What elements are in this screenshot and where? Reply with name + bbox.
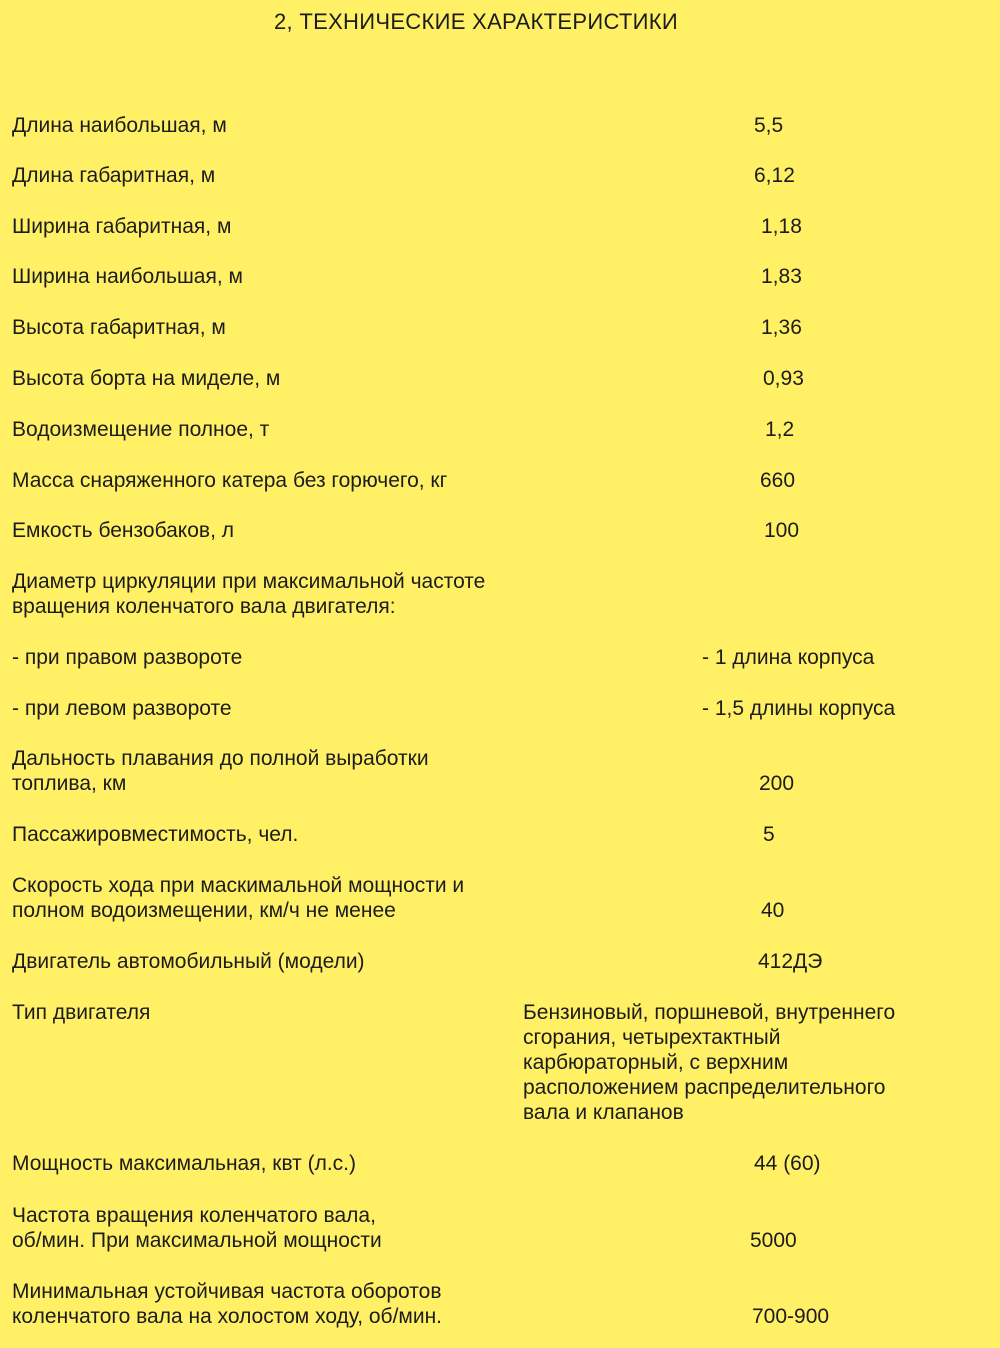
spec-label: Водоизмещение полное, т <box>12 418 270 441</box>
spec-value: 5 <box>763 823 775 846</box>
spec-label: Скорость хода при маскимальной мощности и полном водоизмещении, км/ч не менее <box>12 874 465 922</box>
spec-value: 1,2 <box>765 418 795 441</box>
spec-value: 100 <box>764 519 800 542</box>
spec-value: Бензиновый, поршневой, внутреннего сгорания, четырехтактный карбюраторный, с верхним расположением распределительного вала и клапанов <box>523 1001 896 1124</box>
spec-value: 660 <box>760 469 796 492</box>
spec-value: 6,12 <box>754 164 795 187</box>
spec-value: 1,83 <box>761 265 802 288</box>
spec-label: - при левом развороте <box>12 697 232 720</box>
spec-value: 5000 <box>750 1229 797 1252</box>
spec-label: Минимальная устойчивая частота оборотов коленчатого вала на холостом ходу, об/мин. <box>12 1280 443 1328</box>
spec-label: Пассажировместимость, чел. <box>12 823 299 846</box>
spec-value: 700-900 <box>752 1305 830 1328</box>
spec-label: Двигатель автомобильный (модели) <box>12 950 365 973</box>
spec-value: 200 <box>759 772 795 795</box>
spec-value: 44 (60) <box>754 1152 821 1175</box>
spec-label: Тип двигателя <box>12 1001 151 1024</box>
spec-value: 5,5 <box>754 114 784 137</box>
spec-label: Высота борта на миделе, м <box>12 367 281 390</box>
spec-label: Емкость бензобаков, л <box>12 519 234 542</box>
spec-value: - 1,5 длины корпуса <box>702 697 896 720</box>
spec-label: Дальность плавания до полной выработки топлива, км <box>12 747 429 795</box>
spec-label: Мощность максимальная, квт (л.с.) <box>12 1152 356 1175</box>
spec-label: Длина габаритная, м <box>12 164 216 187</box>
page-title: 2, ТЕХНИЧЕСКИЕ ХАРАКТЕРИСТИКИ <box>274 9 678 34</box>
spec-value: 1,18 <box>761 215 802 238</box>
spec-label: Высота габаритная, м <box>12 316 226 339</box>
spec-value: 40 <box>761 899 785 922</box>
spec-label: Частота вращения коленчатого вала, об/мин. При максимальной мощности <box>12 1204 382 1252</box>
spec-value: 412ДЭ <box>758 950 823 973</box>
spec-value: 1,36 <box>761 316 802 339</box>
spec-label: Масса снаряженного катера без горючего, кг <box>12 469 448 492</box>
spec-label: - при правом развороте <box>12 646 243 669</box>
spec-value: - 1 длина корпуса <box>702 646 875 669</box>
spec-label: Ширина габаритная, м <box>12 215 232 238</box>
spec-label: Ширина наибольшая, м <box>12 265 243 288</box>
spec-label: Длина наибольшая, м <box>12 114 227 137</box>
spec-label: Диаметр циркуляции при максимальной частоте вращения коленчатого вала двигателя: <box>12 570 486 618</box>
spec-value: 0,93 <box>763 367 804 390</box>
